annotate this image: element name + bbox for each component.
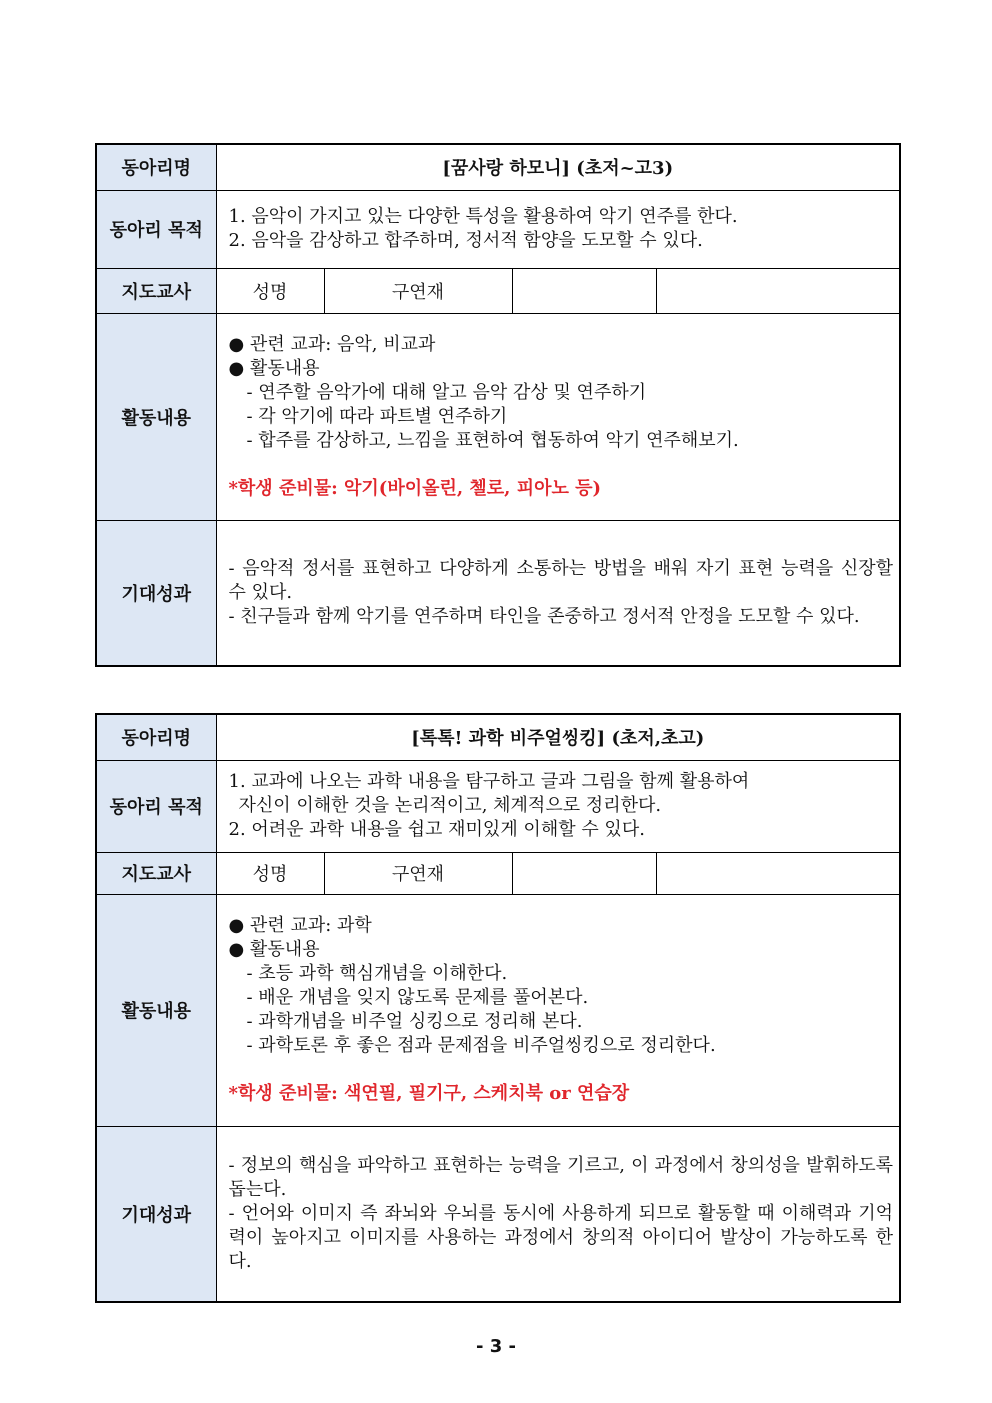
empty-cell (512, 268, 656, 313)
prep-materials: *학생 준비물: 악기(바이올린, 첼로, 피아노 등) (228, 477, 602, 499)
label-outcome: 기대성과 (96, 1126, 216, 1302)
label-goal: 동아리 목적 (96, 190, 216, 268)
label-club-name: 동아리명 (96, 714, 216, 760)
teacher-name-label: 성명 (216, 852, 324, 894)
outcome-item: - 정보의 핵심을 파악하고 표현하는 능력을 기르고, 이 과정에서 창의성을 발휘하도록 돕는다. (228, 1154, 894, 1200)
activity-heading: ● 활동내용 (228, 939, 320, 960)
teacher-name: 구연재 (324, 852, 512, 894)
activity-item: - 과학토론 후 좋은 점과 문제점을 비주얼씽킹으로 정리한다. (246, 1035, 716, 1056)
club-table-2 (95, 713, 901, 1303)
label-outcome: 기대성과 (96, 520, 216, 666)
empty-cell (656, 852, 900, 894)
activity-item: - 초등 과학 핵심개념을 이해한다. (246, 963, 508, 984)
teacher-name-label: 성명 (216, 268, 324, 313)
outcome-cell (216, 520, 900, 666)
outcome-cell (216, 1126, 900, 1302)
subjects-line: ● 관련 교과: 음악, 비교과 (228, 333, 436, 355)
label-club-name: 동아리명 (96, 144, 216, 190)
club-table-1 (95, 143, 901, 667)
club-title: [톡톡! 과학 비주얼씽킹] (초저,초고) (216, 714, 900, 760)
page-number: - 3 - (476, 1336, 516, 1357)
empty-cell (512, 852, 656, 894)
club-title: [꿈사랑 하모니] (초저~고3) (216, 144, 900, 190)
goal-line: 1. 교과에 나오는 과학 내용을 탐구하고 글과 그림을 함께 활용하여 (228, 771, 750, 792)
teacher-name: 구연재 (324, 268, 512, 313)
activity-cell (216, 894, 900, 1126)
activity-item: - 연주할 음악가에 대해 알고 음악 감상 및 연주하기 (246, 381, 647, 403)
subjects-line: ● 관련 교과: 과학 (228, 915, 372, 936)
outcome-item: - 언어와 이미지 즉 좌뇌와 우뇌를 동시에 사용하게 되므로 활동할 때 이해력과 기억력이 높아지고 이미지를 사용하는 과정에서 창의적 아이디어 발상이 가능하도록 한다. (228, 1202, 894, 1272)
label-activity: 활동내용 (96, 894, 216, 1126)
activity-cell (216, 313, 900, 520)
outcome-item: - 친구들과 함께 악기를 연주하며 타인을 존중하고 정서적 안정을 도모할 수 있다. (228, 605, 860, 627)
goal-line: 2. 어려운 과학 내용을 쉽고 재미있게 이해할 수 있다. (228, 819, 645, 840)
prep-materials: *학생 준비물: 색연필, 필기구, 스케치북 or 연습장 (228, 1083, 630, 1104)
activity-heading: ● 활동내용 (228, 357, 320, 379)
empty-cell (656, 268, 900, 313)
goal-line: 1. 음악이 가지고 있는 다양한 특성을 활용하여 악기 연주를 한다. (228, 206, 738, 227)
activity-item: - 배운 개념을 잊지 않도록 문제를 풀어본다. (246, 987, 589, 1008)
goal-line: 2. 음악을 감상하고 합주하며, 정서적 함양을 도모할 수 있다. (228, 230, 703, 251)
goal-line: 자신이 이해한 것을 논리적이고, 체계적으로 정리한다. (238, 795, 662, 816)
activity-item: - 합주를 감상하고, 느낌을 표현하여 협동하여 악기 연주해보기. (246, 429, 739, 451)
outcome-item: - 음악적 정서를 표현하고 다양하게 소통하는 방법을 배워 자기 표현 능력을 신장할 수 있다. (228, 557, 894, 603)
label-activity: 활동내용 (96, 313, 216, 520)
label-goal: 동아리 목적 (96, 760, 216, 852)
label-teacher: 지도교사 (96, 268, 216, 313)
label-teacher: 지도교사 (96, 852, 216, 894)
activity-item: - 과학개념을 비주얼 싱킹으로 정리해 본다. (246, 1011, 583, 1032)
goal-cell (216, 760, 900, 852)
goal-cell (216, 190, 900, 268)
activity-item: - 각 악기에 따라 파트별 연주하기 (246, 405, 508, 427)
